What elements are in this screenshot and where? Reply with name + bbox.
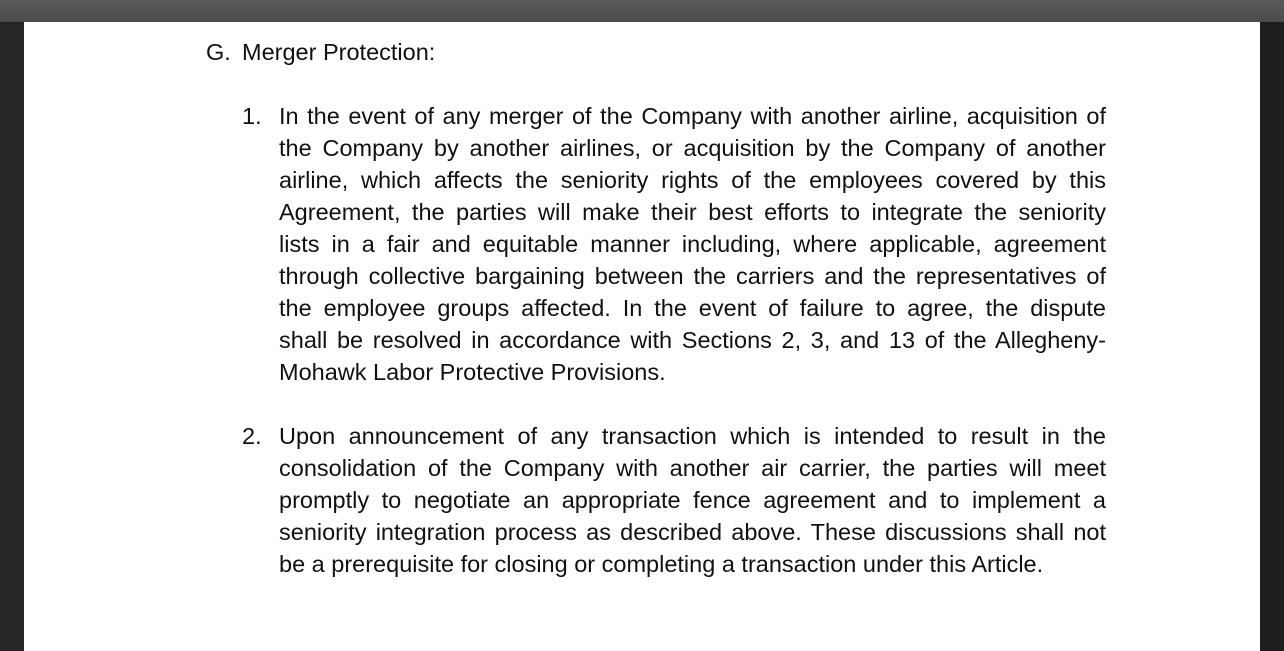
list-item-number: 2. [242, 423, 262, 449]
section-letter: G. [206, 39, 231, 65]
paragraph-line: promptly to negotiate an appropriate fence agreement and to implement a [279, 487, 1106, 513]
paragraph-line: airline, which affects the seniority rights of the employees covered by this [279, 167, 1106, 193]
paragraph-line: Upon announcement of any transaction which is intended to result in the [279, 423, 1106, 449]
viewer-toolbar [0, 0, 1284, 22]
paragraph-line: be a prerequisite for closing or completing a transaction under this Article. [279, 551, 1044, 577]
paragraph-line: the employee groups affected. In the event of failure to agree, the dispute [279, 295, 1106, 321]
paragraph-line: In the event of any merger of the Company with another airline, acquisition of [279, 103, 1106, 129]
list-item [242, 100, 1284, 388]
paragraph-line: lists in a fair and equitable manner including, where applicable, agreement [279, 231, 1106, 257]
paragraph-line: consolidation of the Company with another air carrier, the parties will meet [279, 455, 1106, 481]
list-item [242, 420, 1284, 580]
paragraph-line: Agreement, the parties will make their best efforts to integrate the seniority [279, 199, 1106, 225]
paragraph-line: the Company by another airlines, or acquisition by the Company of another [279, 135, 1106, 161]
section-title: Merger Protection: [242, 39, 436, 65]
section-heading [206, 38, 435, 66]
document-page [24, 22, 1260, 651]
paragraph-line: shall be resolved in accordance with Sections 2, 3, and 13 of the Allegheny- [279, 327, 1106, 353]
paragraph-line: Mohawk Labor Protective Provisions. [279, 359, 666, 385]
paragraph-line: through collective bargaining between the carriers and the representatives of [279, 263, 1106, 289]
paragraph-line: seniority integration process as described above. These discussions shall not [279, 519, 1106, 545]
list-item-number: 1. [242, 103, 262, 129]
